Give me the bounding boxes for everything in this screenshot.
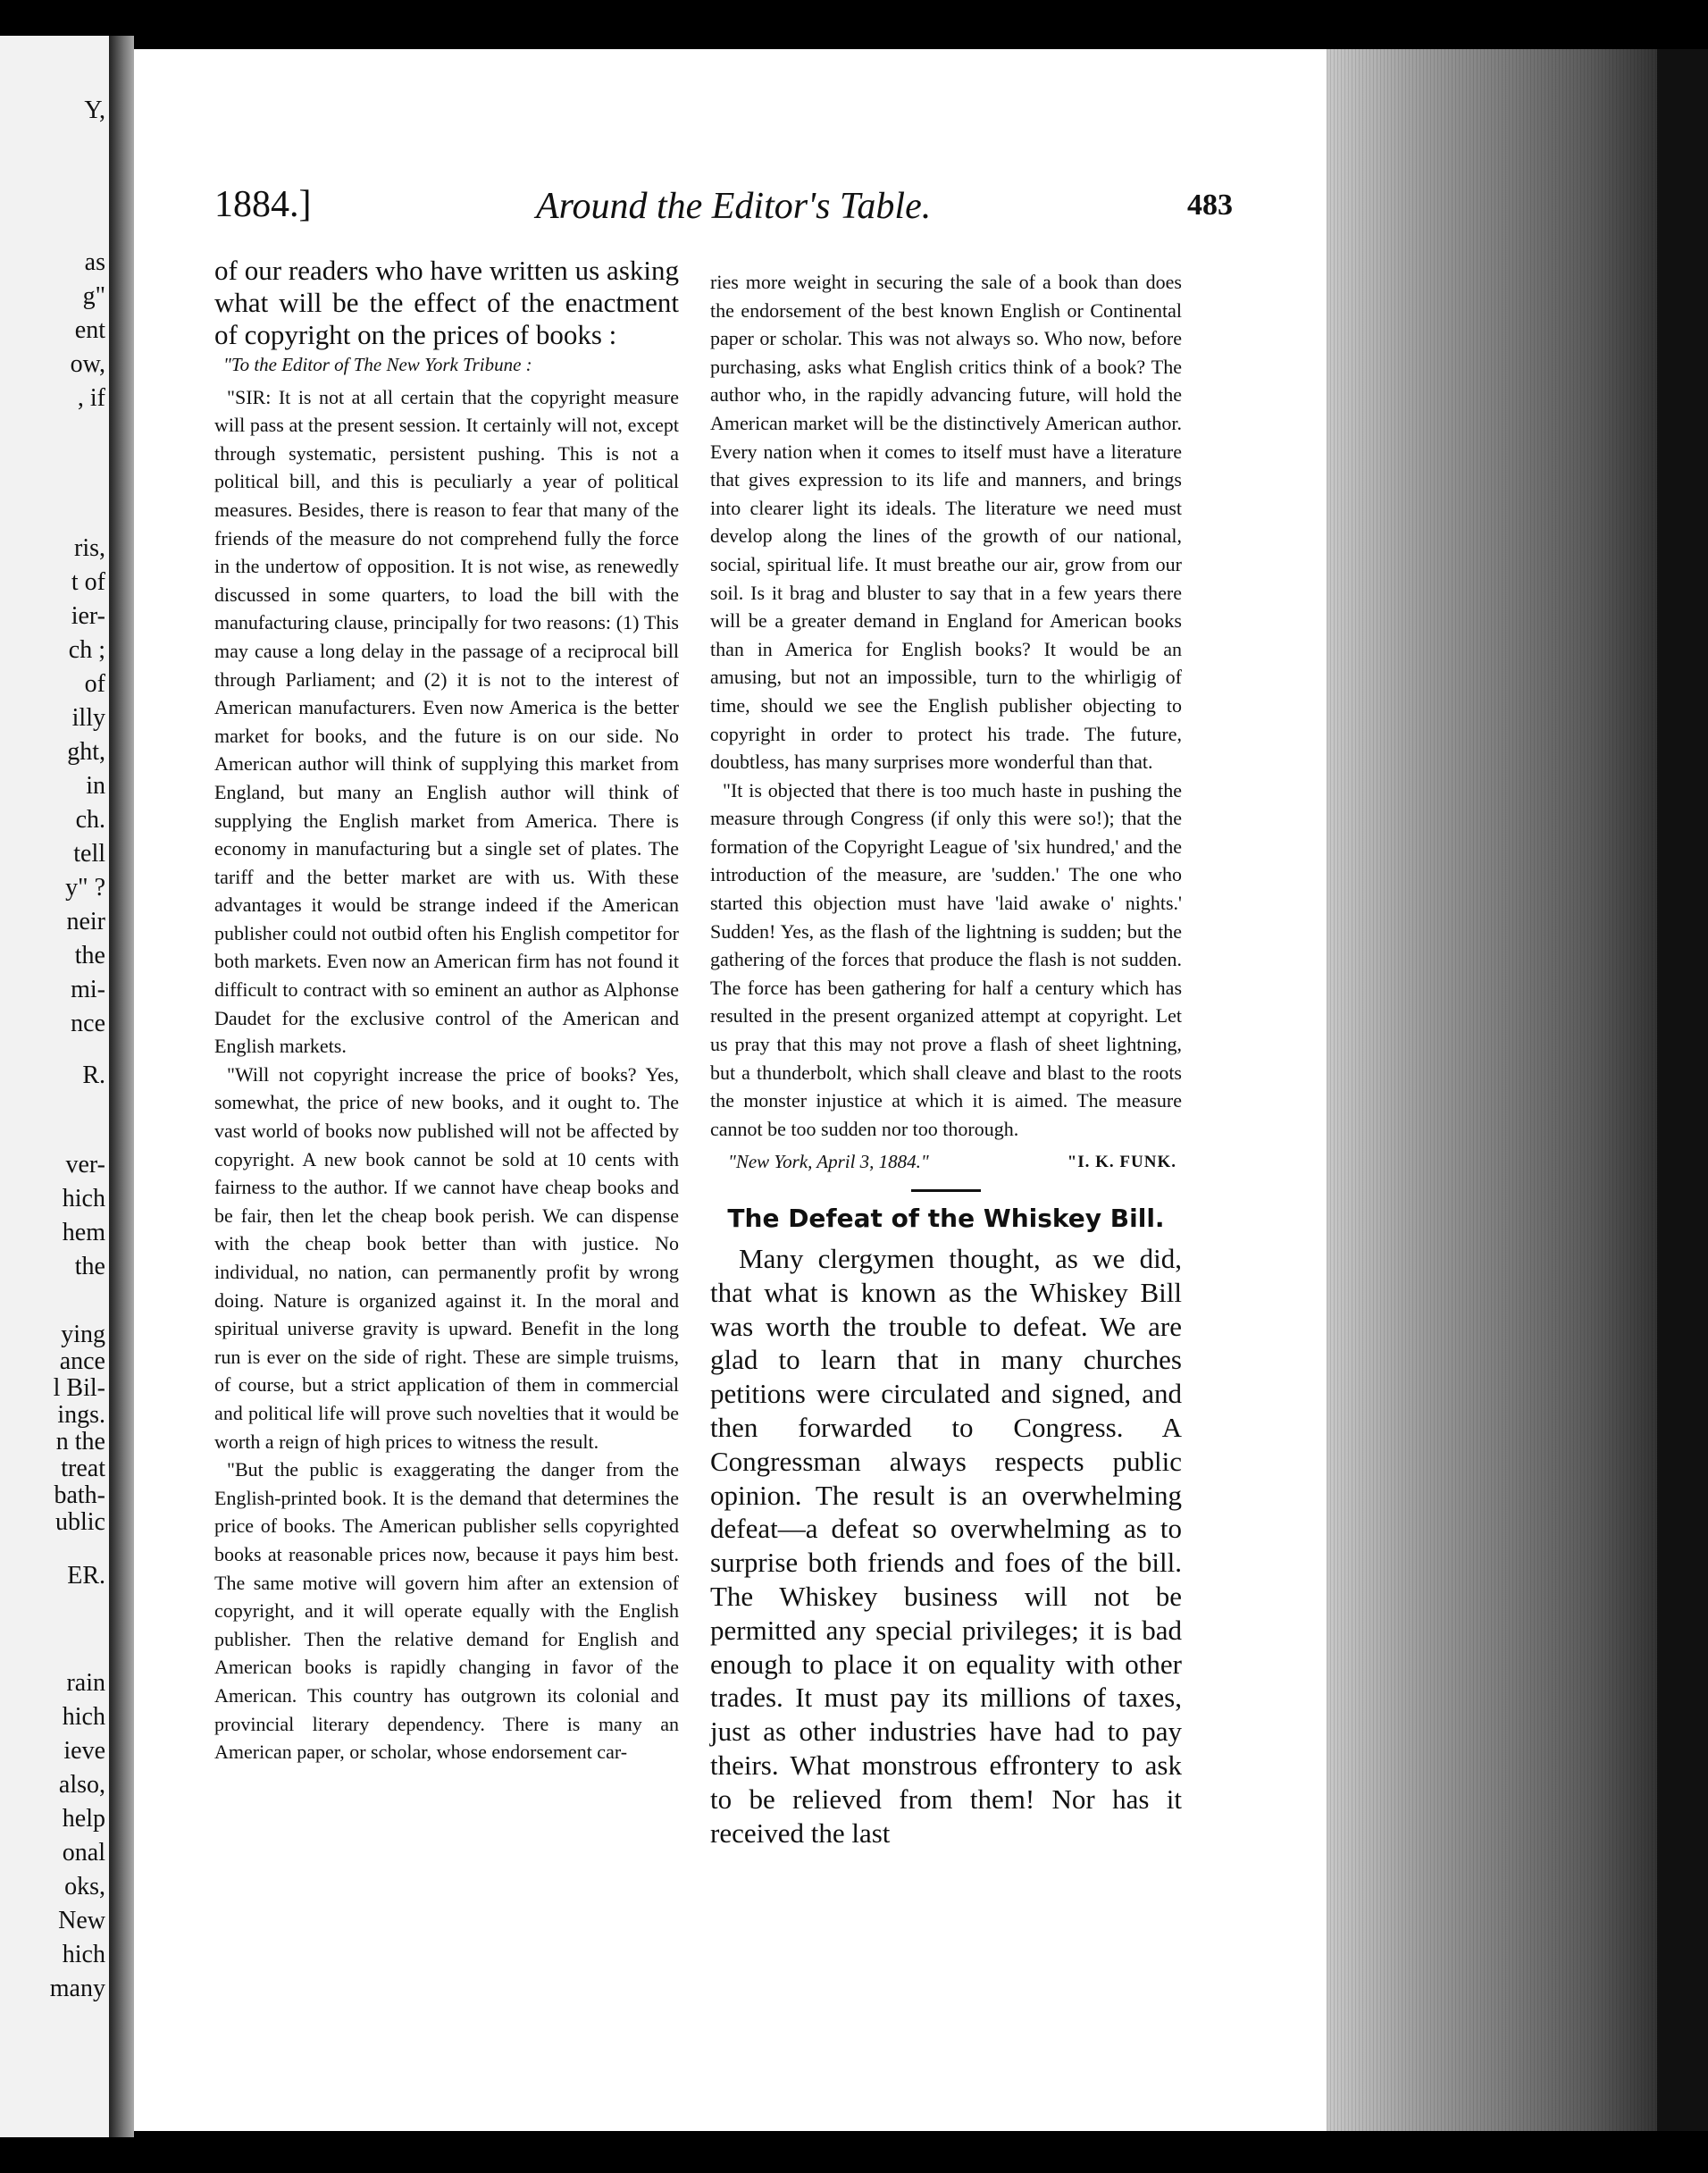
header-title: Around the Editor's Table. — [536, 186, 932, 227]
left-page-text-fragment: hich — [62, 1185, 105, 1212]
left-page-text-fragment: rain — [66, 1669, 105, 1697]
left-page-text-fragment: mi- — [71, 976, 105, 1003]
letter-salutation: "To the Editor of The New York Tribune : — [223, 354, 532, 375]
left-page-text-fragment: ent — [74, 316, 105, 344]
left-page-text-fragment: n the — [55, 1428, 105, 1456]
left-page-text-fragment: y" ? — [65, 874, 105, 902]
letter-paragraph: "SIR: It is not at all certain that the copyright measure will pass at the present session. It certainly will not, except through systematic, persistent pushing. This is not a political bill, and this is peculiarly a year of political measures. Besides, there is reason to fear that many of the friends of the measure do not comprehend fully the force in the undertow of opposition. It is not wise, as renewedly discussed in some quarters, to load the bill with the manufacturing clause, principally for two reasons: (1) This may cause a long delay in the passage of a reciprocal bill through Parliament; and (2) it is not to the interest of American manufacturers. Even now America is the better market for books, and the future is on our side. No American author will think of supplying this market from England, but many an English author will think of supplying the English market from America. There is economy in manufacturing but a single set of plates. The tariff and the better market are with us. With these advantages it would be strange indeed if the American publisher could not outbid often his English competitor for both markets. Even now an American firm has not found it difficult to contract with so eminent an author as Alphonse Daudet for the exclusive control of the American and English markets. — [214, 385, 679, 1058]
left-page-text-fragment: ch ; — [68, 636, 105, 664]
left-page-text-fragment: ow, — [70, 350, 105, 378]
left-page-text-fragment: as — [84, 248, 105, 276]
left-page-text-fragment: g" — [82, 282, 105, 310]
left-page-text-fragment: the — [74, 1253, 105, 1280]
left-page-text-fragment: t of — [71, 568, 105, 596]
left-page-text-fragment: ch. — [75, 806, 105, 834]
background-edge — [1657, 49, 1708, 2131]
page-number: 483 — [1187, 189, 1233, 222]
letter-paragraph: "But the public is exaggerating the danger from the English-printed book. It is the demand that determines the price of books. The American publisher sells copyrighted books at reasonable prices now, because it pays him best. The same motive will govern him after an extension of copyright, and it will operate equally with the English publisher. Then the relative demand for English and American books is rapidly changing in favor of the American. This country has outgrown its colonial and provincial literary dependency. There is many an American paper, or scholar, whose endorsement car- — [214, 1458, 679, 1764]
letter-signature — [710, 1148, 1182, 1177]
left-page-text-fragment: l Bil- — [53, 1374, 105, 1402]
left-page-text-fragment: many — [49, 1975, 105, 2002]
left-page-text-fragment: ris, — [74, 534, 105, 562]
left-page-text-fragment: ings. — [57, 1401, 105, 1429]
left-page-text-fragment: hem — [62, 1219, 105, 1246]
signature-place-date: "New York, April 3, 1884." — [728, 1151, 929, 1173]
left-page-text-fragment: illy — [71, 704, 105, 732]
letter-paragraph: ries more weight in securing the sale of a book than does the endorsement of the best known English or Continental paper or scholar. This was not always so. Who now, before purchasing, asks what English critics think of a book? The author who, in the rapidly advancing future, will hold the American market will be the distinctively American author. Every nation when it comes to itself must have a literature that gives expression to its life and manners, and brings into clearer light its ideals. The literature we need must develop along the lines of the growth of our national, social, spiritual life. It must breathe our air, grow from our soil. Is it brag and bluster to say that in a few years there will be a greater demand in England for American books than in America for English books? It would be an amusing, but not an impossible, turn to the whirligig of time, should we see the English publisher objecting to copyright in order to protect his trade. The future, doubtless, has many surprises more wonderful than that. — [710, 271, 1182, 774]
left-page-text-fragment: ER. — [67, 1562, 105, 1590]
left-page-text-fragment: nce — [71, 1010, 105, 1037]
left-page-text-fragment: hich — [62, 1703, 105, 1731]
left-page-text-fragment: ght, — [67, 738, 105, 766]
left-page-text-fragment: hich — [62, 1941, 105, 1968]
left-page-text-fragment: ying — [61, 1321, 105, 1348]
left-page-text-fragment: ublic — [55, 1508, 105, 1536]
left-page-text-fragment: neir — [66, 908, 105, 935]
left-page-text-fragment: of — [84, 670, 105, 698]
left-page-text-fragment: the — [74, 942, 105, 969]
book-gutter — [109, 36, 134, 2137]
left-page-text-fragment: treat — [61, 1455, 105, 1482]
left-page-text-fragment: ieve — [63, 1737, 105, 1765]
section-body: Many clergymen thought, as we did, that what is known as the Whiskey Bill was worth the trouble to defeat. We are glad to learn that in many churches petitions were circulated and signed, and then forwarded to Congress. A Congressman always respects public opinion. The result is an overwhelming defeat—a defeat so overwhelming as to surprise both friends and foes of the bill. The Whiskey business will not be permitted any special privileges; it is bad enough to place it on equality with other trades. It must pay its millions of taxes, just as other industries have had to pay theirs. What monstrous effrontery to ask to be relieved from them! Nor has it received the last — [710, 1243, 1182, 1849]
section-heading: The Defeat of the Whiskey Bill. — [727, 1204, 1165, 1233]
left-page-text-fragment: oks, — [64, 1873, 105, 1900]
letter-paragraph: "It is objected that there is too much haste in pushing the measure through Congress (if only this were so!); that the formation of the Copyright League of 'six hundred,' and the introduction of the measure, are 'sudden.' The one who started this objection must have 'laid awake o' nights.' Sudden! Yes, as the flash of the lightning is sudden; but the gathering of the forces that produce the flash is not sudden. The force has been gathering for half a century which has resulted in the present organized attempt at copyright. Let us pray that this may not prove a flash of sheet lightning, but a thunderbolt, which shall cleave and blast to the roots the monster injustice at which it is aimed. The measure cannot be too sudden nor too thorough. — [710, 778, 1182, 1140]
left-page-text-fragment: New — [58, 1907, 105, 1934]
column-left — [214, 255, 679, 1766]
left-page-text-fragment: also, — [58, 1771, 105, 1799]
left-page-text-fragment: ver- — [65, 1151, 105, 1179]
section-divider — [911, 1189, 981, 1192]
left-page-text-fragment: ier- — [71, 602, 105, 630]
left-page-text-fragment: onal — [62, 1839, 105, 1867]
left-page-text-fragment: in — [86, 772, 105, 800]
signature-name: "I. K. FUNK. — [1067, 1153, 1176, 1172]
left-page-text-fragment: Y, — [84, 96, 105, 124]
letter-paragraph: "Will not copyright increase the price of books? Yes, somewhat, the price of new books, and it ought to. The vast world of books now published will not be affected by copyright. A new book cannot be sold at 10 cents with fairness to the author. If we cannot have cheap books and be fair, then let the cheap book perish. We can dispense with the cheap book better than with justice. No individual, no nation, can permanently profit by wrong doing. Nature is organized against it. In the moral and spiritual universe gravity is upward. Benefit in the long run is ever on the side of right. These are simple truisms, of course, but a strict application of them in commercial and political life will prove such novelties that it would be worth a reign of high prices to witness the result. — [214, 1062, 679, 1453]
left-page-text-fragment: , if — [77, 384, 105, 412]
header-year: 1884.] — [214, 184, 312, 225]
left-page-text-fragment: help — [62, 1805, 105, 1833]
lead-text: of our readers who have written us asking what will be the effect of the enactment of copyright on the prices of books : — [214, 255, 679, 350]
column-right — [710, 268, 1182, 1850]
left-page-text-fragment: R. — [82, 1061, 105, 1089]
page-stack-edge — [1327, 49, 1657, 2131]
left-page-edge — [0, 36, 109, 2137]
running-header — [214, 183, 1233, 246]
left-page-text-fragment: ance — [59, 1347, 105, 1375]
left-page-text-fragment: bath- — [54, 1481, 105, 1509]
left-page-text-fragment: tell — [73, 840, 105, 868]
